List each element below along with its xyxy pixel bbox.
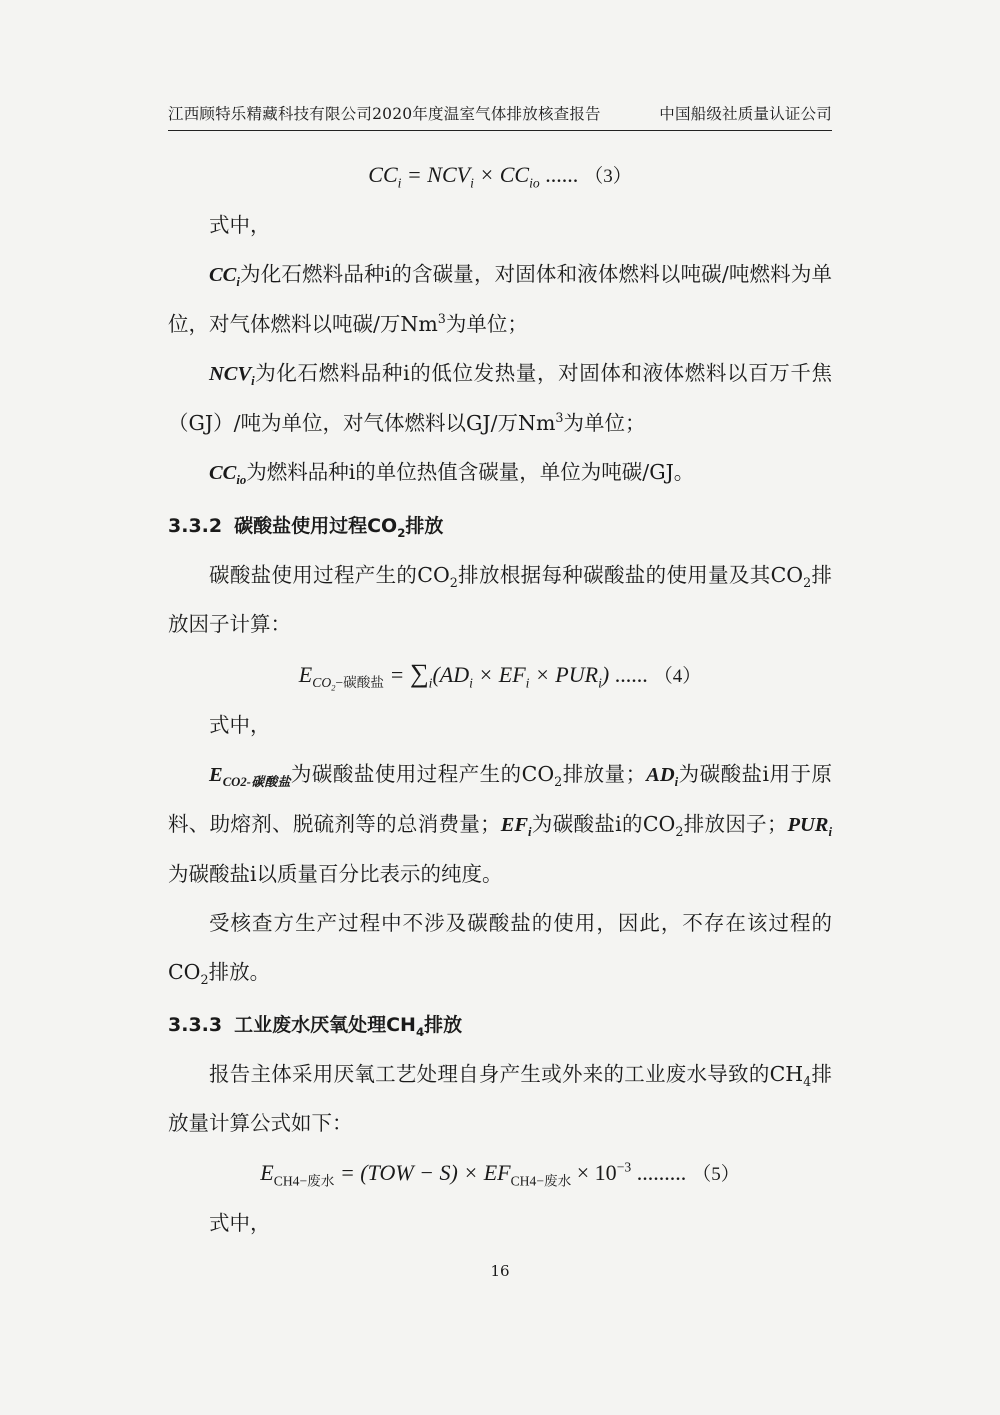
definition-cc: $CC_i$为化石燃料品种i的含碳量，对固体和液体燃料以吨碳/吨燃料为单位，对气体燃料以吨碳/万Nm$^3$为单位； <box>168 262 832 336</box>
formula-5-tag: （5） <box>692 1164 740 1185</box>
page-body <box>168 150 832 1248</box>
formula-5: $E_{CH4-废水} = (TOW - S) \times EF_{CH4-废水} \times 10^{-3}$ ......... （5） <box>260 1159 740 1189</box>
page-number: 16 <box>490 1262 510 1280</box>
formula-3: $CC_i = NCV_i \times CC_{io}$ ...... （3） <box>368 162 632 191</box>
header-organization: 中国船级社质量认证公司 <box>659 105 832 123</box>
definition-carbonate-vars: $E_{CO2-碳酸盐}$为碳酸盐使用过程产生的$CO_2$排放量；$AD_i$为碳酸盐i用于原料、助熔剂、脱硫剂等的总消费量；$EF_i$为碳酸盐i的$CO_2$排放因子；$PUR_i$为碳酸盐i以质量百分比表示的纯度。 <box>168 762 833 886</box>
section-heading-3-3-3: 3.3.3 工业废水厌氧处理$CH_4$排放 <box>168 1014 463 1039</box>
formula-3-tag: （3） <box>584 166 632 187</box>
definition-ncv: $NCV_i$为化石燃料品种i的低位发热量，对固体和液体燃料以百万千焦（GJ）/吨为单位，对气体燃料以GJ/万Nm$^3$为单位； <box>168 361 832 435</box>
where-label-2: 式中， <box>209 713 271 737</box>
definition-ccio: $CC_{io}$为燃料品种i的单位热值含碳量，单位为吨碳/GJ。 <box>209 460 695 488</box>
formula-4: $E_{CO_2-碳酸盐} = \sum_i(AD_i \times EF_i \times PUR_i)$ ...... （4） <box>298 658 702 694</box>
paragraph-no-carbonate: 受核查方生产过程中不涉及碳酸盐的使用，因此，不存在该过程的$CO_2$排放。 <box>168 911 832 988</box>
paragraph-wastewater-method: 报告主体采用厌氧工艺处理自身产生或外来的工业废水导致的$CH_4$排放量计算公式如下： <box>168 1062 833 1135</box>
where-label-3: 式中， <box>209 1211 271 1235</box>
paragraph-carbonate-method: 碳酸盐使用过程产生的$CO_2$排放根据每种碳酸盐的使用量及其$CO_2$排放因子计算： <box>168 563 832 636</box>
section-heading-3-3-2: 3.3.2 碳酸盐使用过程$CO_2$排放 <box>168 515 444 540</box>
formula-4-tag: （4） <box>653 666 702 687</box>
header-report-title: 江西顾特乐精藏科技有限公司2020年度温室气体排放核查报告 <box>168 105 601 123</box>
where-label: 式中， <box>209 213 271 237</box>
page-header <box>168 102 832 131</box>
